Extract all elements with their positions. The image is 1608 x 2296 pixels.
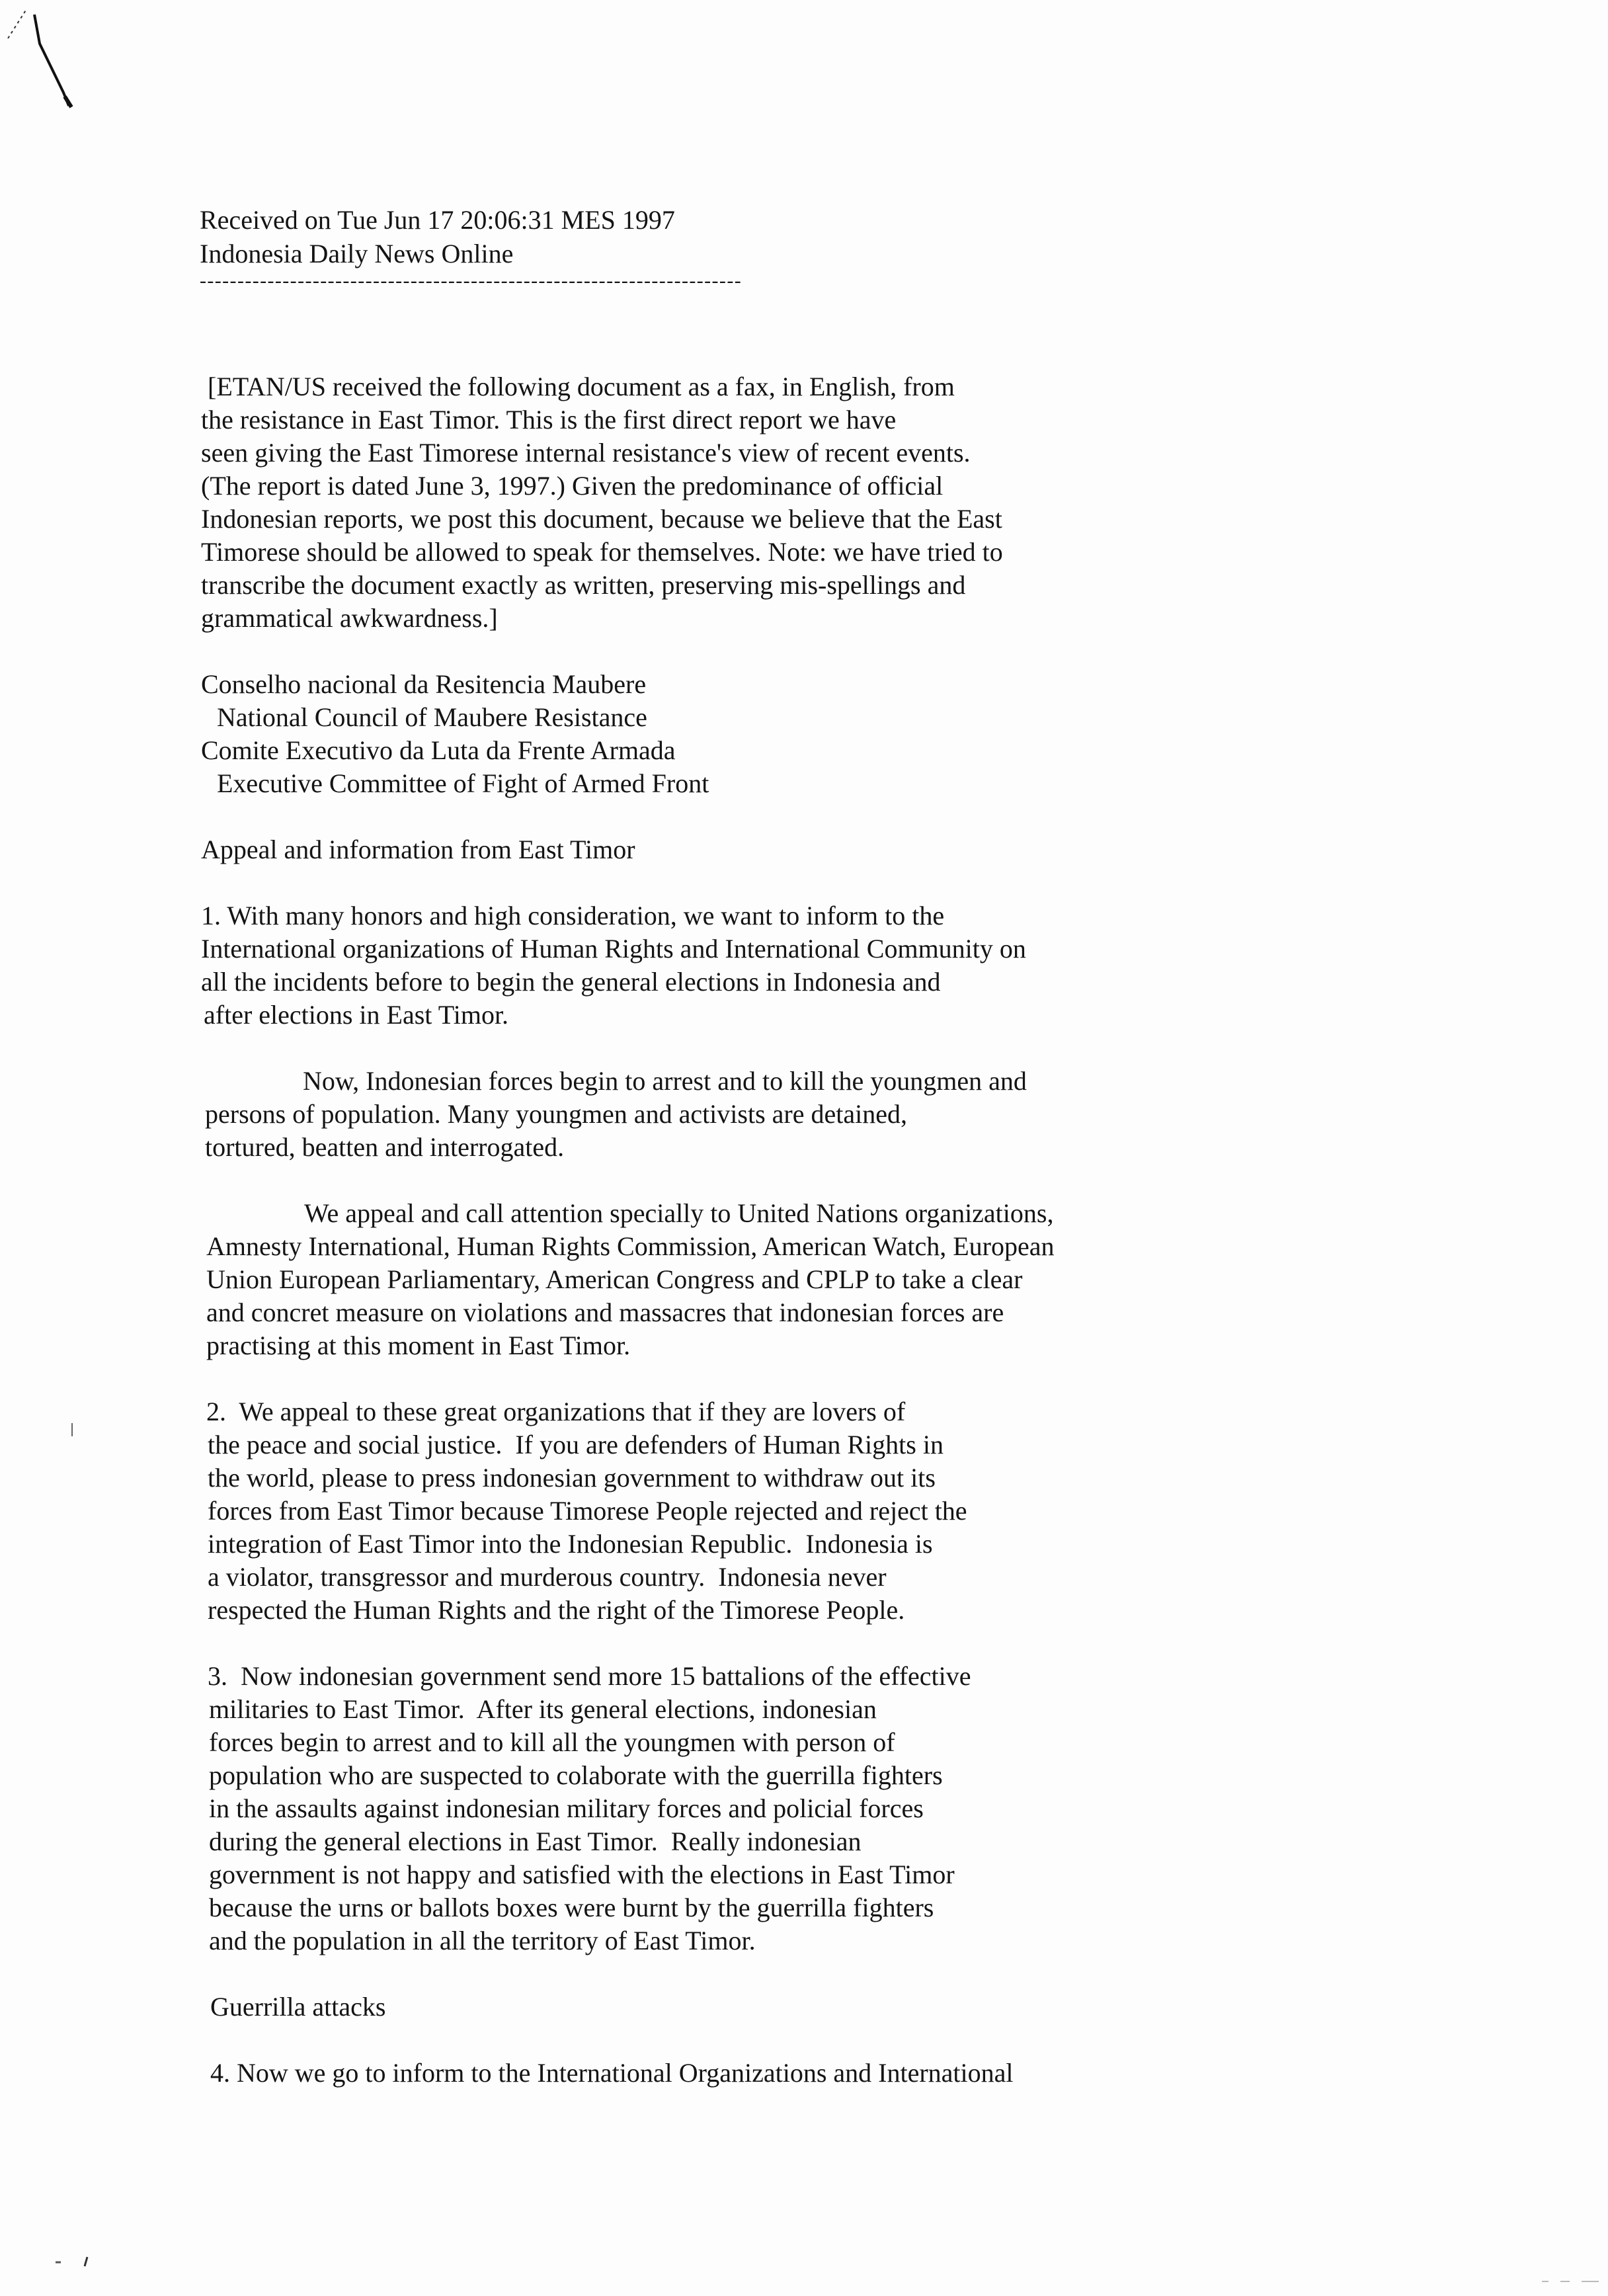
corner-noise-icon	[1541, 2275, 1607, 2288]
intro-line: grammatical awkwardness.]	[201, 603, 498, 633]
org-line-pt: Conselho nacional da Resitencia Maubere	[201, 669, 647, 699]
para3-line: militaries to East Timor. After its general elections, indonesian	[209, 1694, 877, 1724]
para2-line: the peace and social justice. If you are defenders of Human Rights in	[208, 1430, 944, 1459]
footer-mark-icon	[53, 2252, 99, 2272]
para3-line: government is not happy and satisfied with the elections in East Timor	[209, 1860, 955, 1889]
intro-line: seen giving the East Timorese internal resistance's view of recent events.	[201, 438, 971, 468]
org-line-en: National Council of Maubere Resistance	[217, 702, 647, 732]
intro-line: the resistance in East Timor. This is the first direct report we have	[201, 405, 897, 434]
para3-line: forces begin to arrest and to kill all the youngmen with person of	[209, 1727, 895, 1757]
separator-rule: ------------------------------------------------------------------------	[200, 270, 743, 292]
para2-line: respected the Human Rights and the right of the Timorese People.	[208, 1595, 905, 1625]
para1-line: International organizations of Human Rights and International Community on	[201, 934, 1026, 964]
para3-line: in the assaults against indonesian military forces and policial forces	[209, 1793, 924, 1823]
margin-dot-icon	[69, 1422, 75, 1442]
source-line: Indonesia Daily News Online	[200, 239, 514, 268]
para2-line: the world, please to press indonesian government to withdraw out its	[208, 1463, 936, 1493]
para3-line: and the population in all the territory of East Timor.	[209, 1926, 756, 1955]
org-line-en: Executive Committee of Fight of Armed Front	[217, 768, 709, 798]
para1c-line: practising at this moment in East Timor.	[206, 1331, 631, 1360]
para3-line: population who are suspected to colaborate with the guerrilla fighters	[209, 1760, 943, 1790]
para2-line: forces from East Timor because Timorese People rejected and reject the	[208, 1496, 967, 1526]
para3-line: because the urns or ballots boxes were burnt by the guerrilla fighters	[209, 1893, 934, 1922]
para4-line: 4. Now we go to inform to the International Organizations and International	[210, 2058, 1014, 2088]
para1c-line: Amnesty International, Human Rights Commission, American Watch, European	[206, 1231, 1055, 1261]
para2-line: integration of East Timor into the Indonesian Republic. Indonesia is	[208, 1529, 933, 1559]
para1b-line: tortured, beatten and interrogated.	[205, 1132, 565, 1162]
para1b-line: Now, Indonesian forces begin to arrest and to kill the youngmen and	[303, 1066, 1027, 1096]
para1c-line: Union European Parliamentary, American Congress and CPLP to take a clear	[206, 1264, 1023, 1294]
appeal-heading: Appeal and information from East Timor	[201, 835, 635, 864]
para2-line: a violator, transgressor and murderous country. Indonesia never	[208, 1562, 887, 1592]
org-line-pt: Comite Executivo da Luta da Frente Armada	[201, 735, 676, 765]
para3-line: 3. Now indonesian government send more 15 battalions of the effective	[208, 1661, 971, 1691]
intro-line: (The report is dated June 3, 1997.) Given the predominance of official	[201, 471, 944, 501]
para1-line: all the incidents before to begin the general elections in Indonesia and	[201, 967, 941, 997]
para1c-line: We appeal and call attention specially to United Nations organizations,	[304, 1198, 1054, 1228]
para2-line: 2. We appeal to these great organizations that if they are lovers of	[206, 1397, 906, 1426]
received-line: Received on Tue Jun 17 20:06:31 MES 1997	[200, 205, 675, 235]
scan-mark-icon	[0, 0, 93, 112]
intro-line: Indonesian reports, we post this document, because we believe that the East	[201, 504, 1002, 534]
para1b-line: persons of population. Many youngmen and activists are detained,	[205, 1099, 907, 1129]
para1-line: 1. With many honors and high consideration, we want to inform to the	[201, 901, 945, 930]
para1-line: after elections in East Timor.	[204, 1000, 509, 1030]
intro-line: Timorese should be allowed to speak for themselves. Note: we have tried to	[201, 537, 1003, 567]
intro-line: transcribe the document exactly as written, preserving mis-spellings and	[201, 570, 966, 600]
intro-line: [ETAN/US received the following document as a fax, in English, from	[208, 372, 955, 401]
para1c-line: and concret measure on violations and massacres that indonesian forces are	[206, 1297, 1004, 1327]
guerrilla-heading: Guerrilla attacks	[210, 1992, 386, 2022]
para3-line: during the general elections in East Timor. Really indonesian	[209, 1826, 862, 1856]
